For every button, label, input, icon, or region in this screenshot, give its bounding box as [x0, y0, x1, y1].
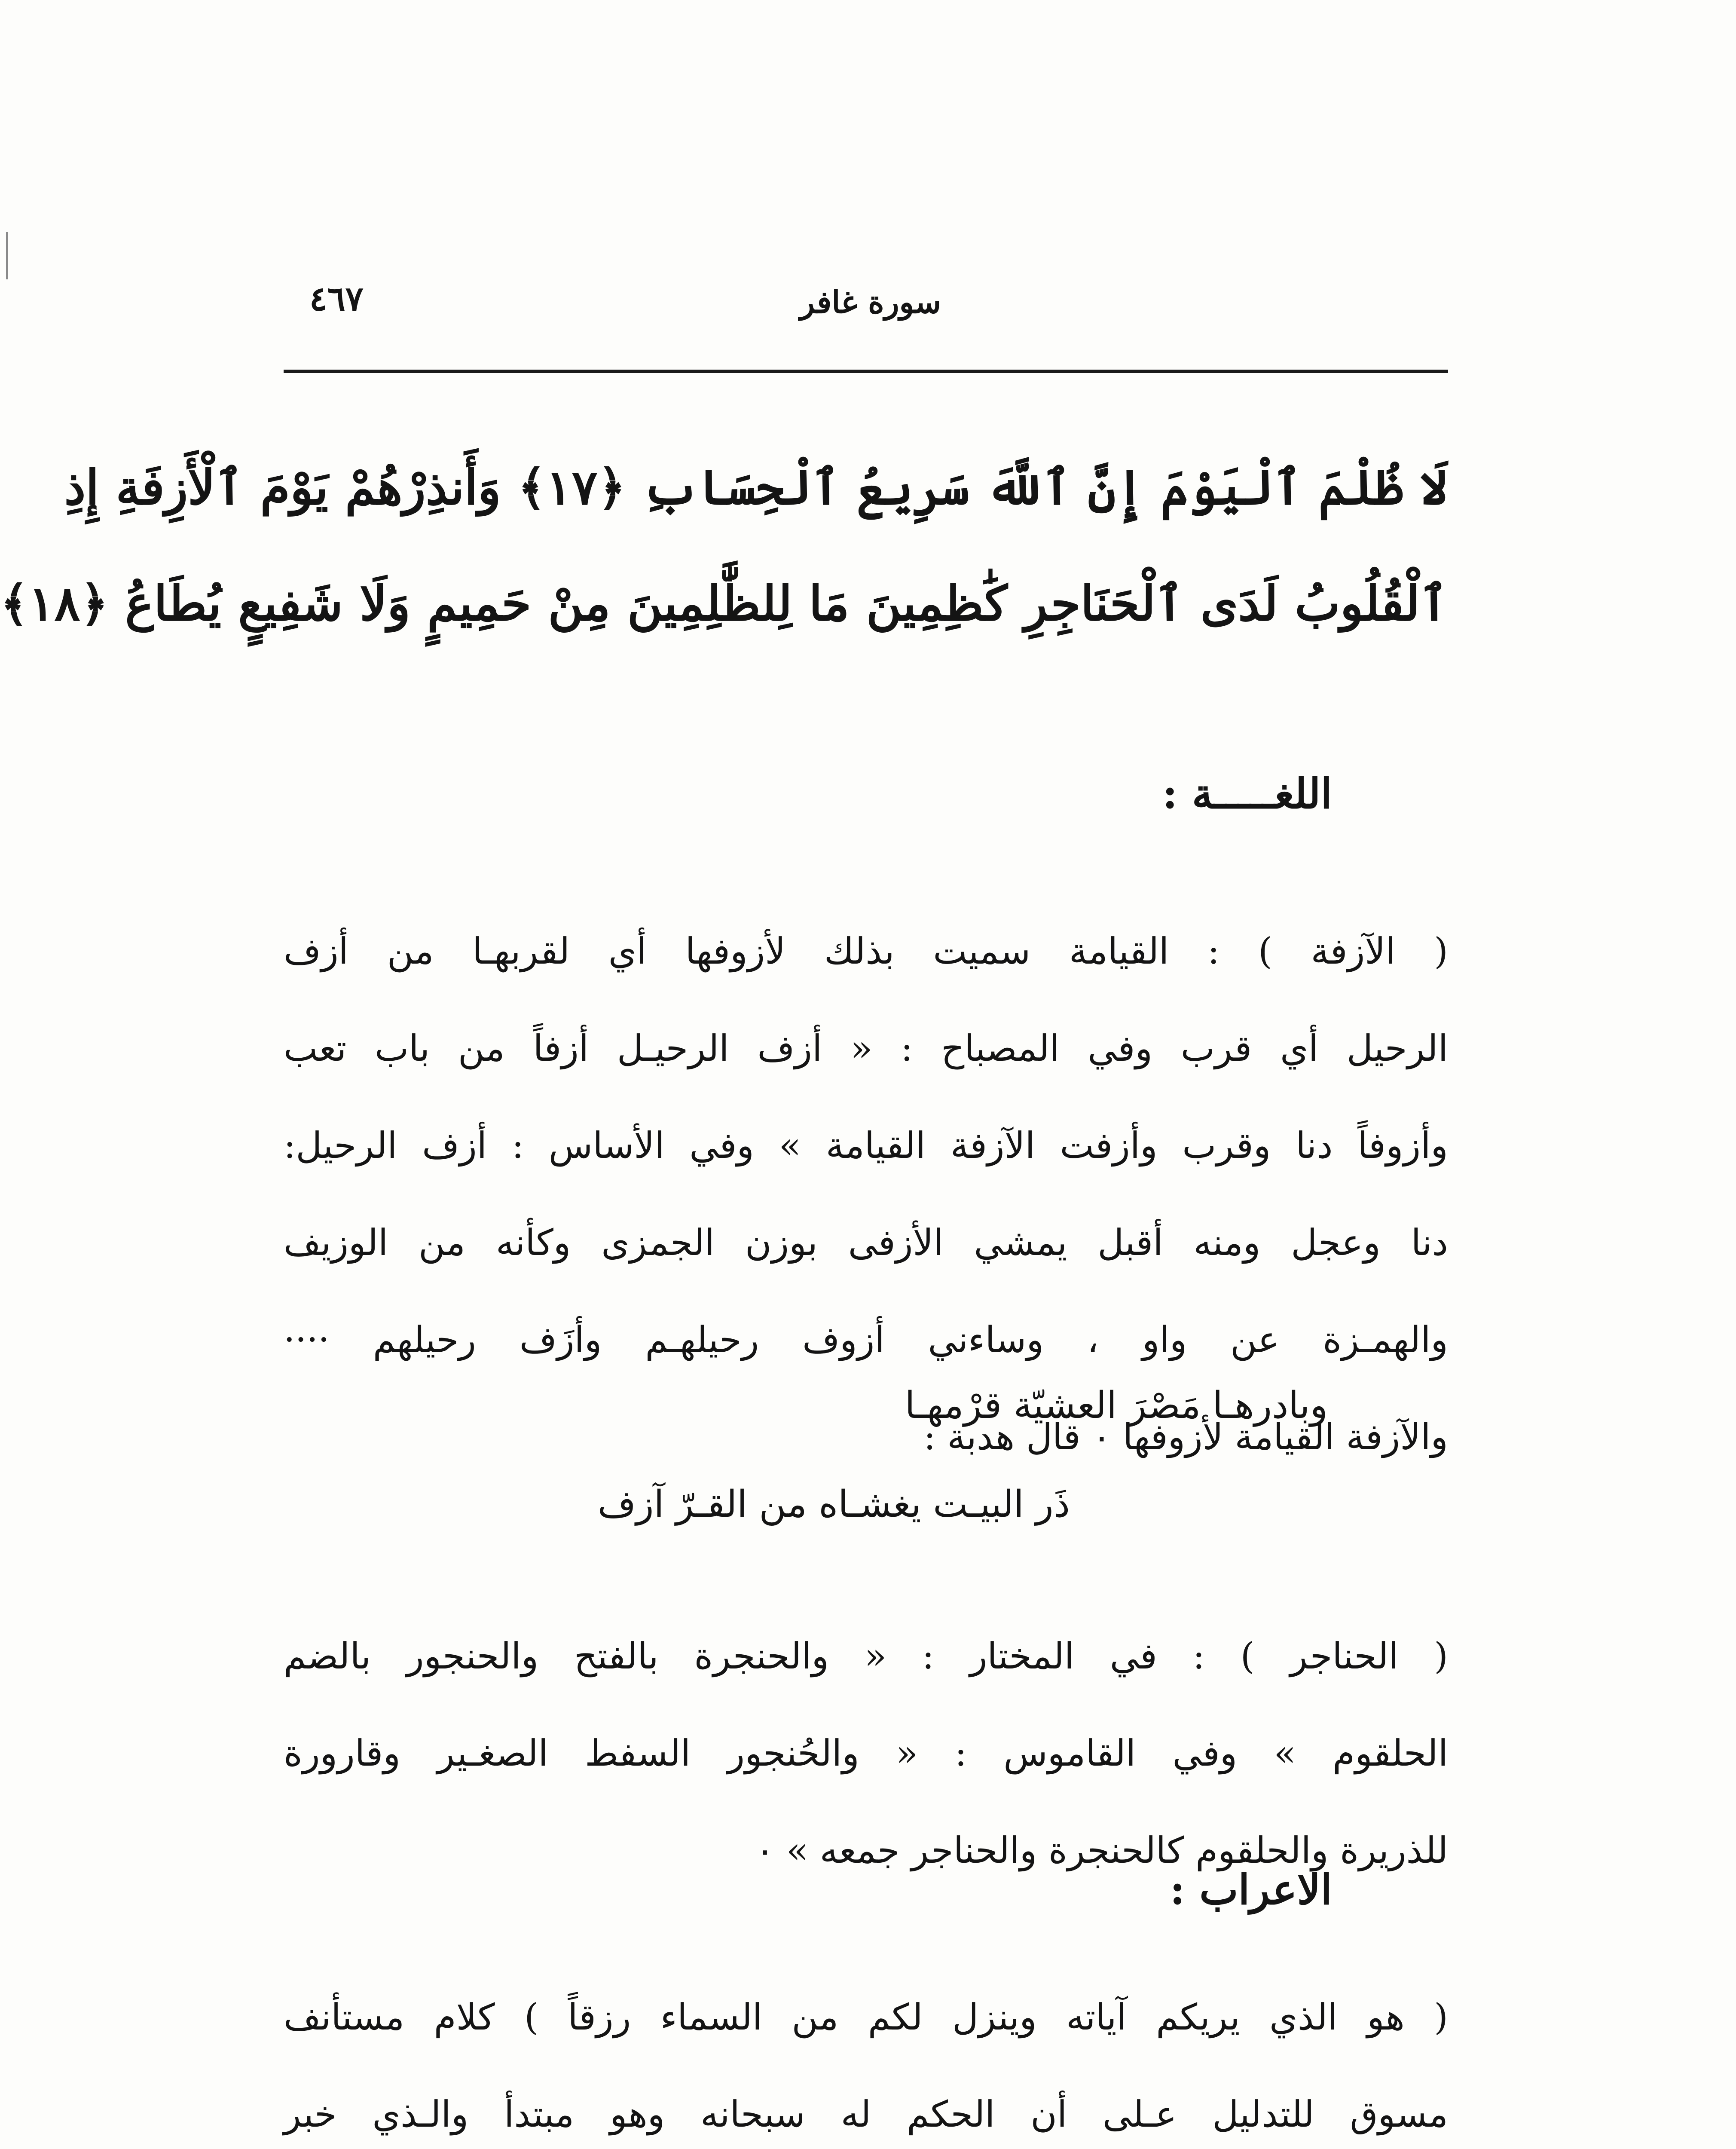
text-line: الرحيل أي قرب وفي المصباح : « أزف الرحيـل أزفاً من باب تعب [284, 1027, 1448, 1069]
text-line: ( هو الذي يريكم آياته وينزل لكم من السماء رزقاً ) كلام مستأنف [284, 1996, 1448, 2038]
text-line: مسوق للتدليل عـلى أن الحكم له سبحانه وهو مبتدأ والـذي خبر [284, 2093, 1448, 2135]
text-line: والهمـزة عن واو ، وساءني أزوف رحيلهـم وأزَف رحيلهم ···· [284, 1319, 1448, 1361]
text-line: ( الحناجر ) : في المختار : « والحنجرة بالفتح والحنجور بالضم [284, 1635, 1448, 1677]
verse-line: لَا ظُلْمَ ٱلْيَوْمَ إِنَّ ٱللَّهَ سَرِيعُ ٱلْحِسَابِ ﴿١٧﴾ وَأَنذِرْهُمْ يَوْمَ ٱلْأَزِفَةِ إِذِ [64, 459, 1448, 516]
header-divider [284, 370, 1448, 373]
page-number: ٤٦٧ [309, 279, 364, 318]
irab-heading: الاعراب : [1170, 1865, 1332, 1914]
text-line: وأزوفاً دنا وقرب وأزفت الآزفة القيامة » وفي الأساس : أزف الرحيل: [284, 1124, 1448, 1166]
lugha-paragraph-2 [284, 1607, 1448, 1899]
text-line: دنا وعجل ومنه أقبل يمشي الأزفى بوزن الجمزى وكأنه من الوزيف [284, 1221, 1448, 1264]
poem-line-1: وبادرهـا مَصْرَ العشيّة قرْمهـا [905, 1384, 1328, 1427]
page-header [284, 275, 1448, 340]
poem-line-2: ذَر البيـت يغشـاه من القـرّ آزف [597, 1483, 1070, 1526]
quran-verses [0, 430, 1448, 662]
text-line: الحلقوم » وفي القاموس : « والحُنجور السفط الصغـير وقارورة [284, 1732, 1448, 1774]
verse-line: ٱلْقُلُوبُ لَدَى ٱلْحَنَاجِرِ كَٰظِمِينَ مَا لِلظَّٰلِمِينَ مِنْ حَمِيمٍ وَلَا شَفِيعٍ يُطَاعُ ﴿١٨﴾ [0, 576, 1448, 632]
lugha-heading: اللغـــــة : [1162, 769, 1332, 818]
text-line: للذريرة والحلقوم كالحنجرة والحناجر جمعه » ٠ [755, 1829, 1448, 1871]
text-line: والآزفة القيامة لأزوفها ٠ قال هدبة : [923, 1416, 1448, 1458]
irab-paragraph [284, 1968, 1448, 2149]
text-line: ( الآزفة ) : القيامة سميت بذلك لأزوفها أي لقربهـا من أزف [284, 930, 1448, 972]
surah-title: سورة غافر [800, 284, 941, 320]
scan-edge-mark [6, 232, 8, 279]
